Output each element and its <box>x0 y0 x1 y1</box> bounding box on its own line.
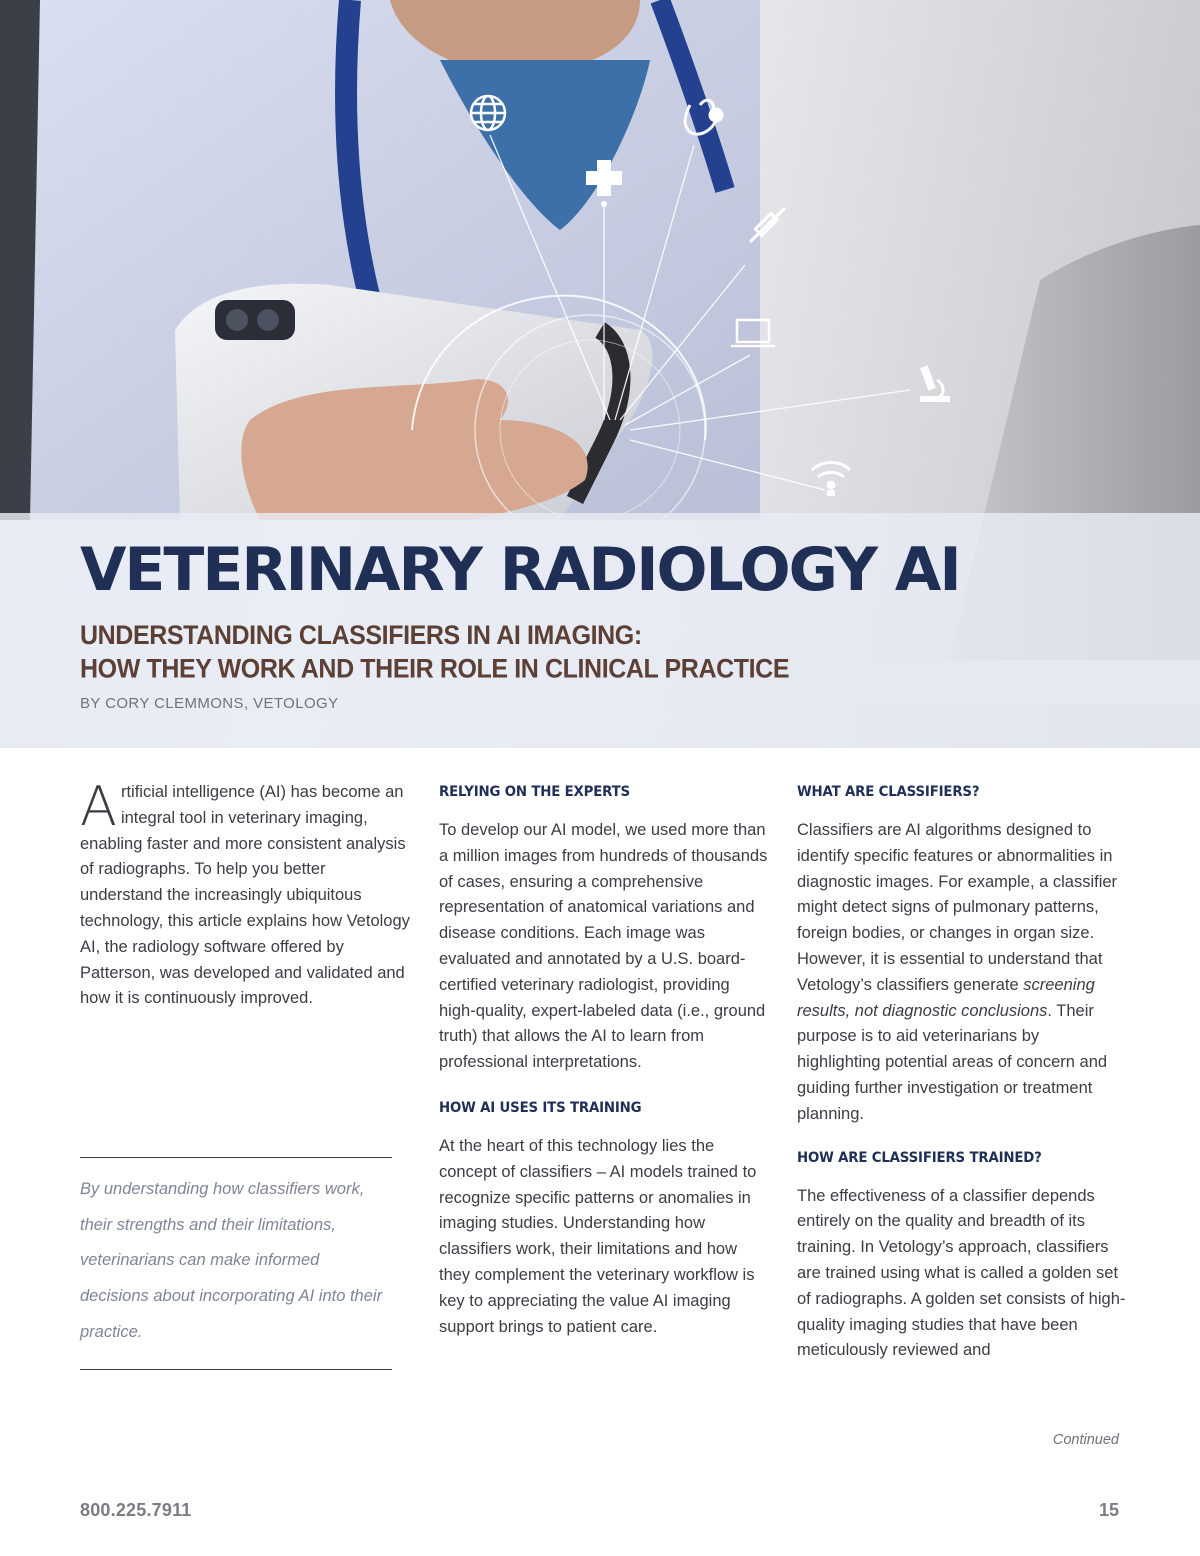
subtitle-line: UNDERSTANDING CLASSIFIERS IN AI IMAGING: <box>80 620 642 651</box>
paragraph-text: . Their purpose is to aid veterinarians by highlighting potential areas of concern and guiding further investigation or treatment planning. <box>797 1001 1108 1123</box>
section-paragraph: At the heart of this technology lies the concept of classifiers – AI models trained to recognize specific patterns or anomalies in imaging studies. Understanding how classifiers work, their limitations and how they complement the veterinary workflow is key to appreciating the value AI imaging support brings to patient care. <box>439 1136 757 1336</box>
section-paragraph: The effectiveness of a classifier depends entirely on the quality and breadth of its training. In Vetology’s approach, classifiers are trained using what is called a golden set of radiographs. A golden set consists of high-quality imaging studies that have been meticulously reviewed and <box>797 1186 1126 1360</box>
section-heading: HOW ARE CLASSIFIERS TRAINED? <box>797 1149 1042 1166</box>
section-heading: HOW AI USES ITS TRAINING <box>439 1099 642 1116</box>
wifi-icon <box>812 463 850 497</box>
column-intro <box>80 775 410 1012</box>
footer-phone: 800.225.7911 <box>80 1500 192 1520</box>
intro-text: rtificial intelligence (AI) has become an integral tool in veterinary imaging, enabling faster and more consistent analysis of radiographs. To help you better understand the increasingly ubiquitous technology, this article explains how Vetology AI, the radiology software offered by Patterson, was developed and validated and how it is continuously improved. <box>80 783 410 1008</box>
paragraph-text: Classifiers are AI algorithms designed to identify specific features or abnormalities in diagnostic images. For example, a classifier might detect signs of pulmonary patterns, foreign bodies, or changes in organ size. However, it is essential to understand that Vetology’s classifiers generate <box>797 821 1118 994</box>
section-heading: WHAT ARE CLASSIFIERS? <box>797 784 980 800</box>
pull-quote <box>80 1157 392 1370</box>
intro-paragraph <box>80 775 410 1012</box>
pull-quote-text: By understanding how classifiers work, their strengths and their limitations, veterinarians can make informed decisions about incorporating AI into their practice. <box>80 1180 383 1341</box>
microscope-icon <box>920 365 950 402</box>
section-heading: RELYING ON THE EXPERTS <box>439 784 630 800</box>
column-right <box>797 780 1127 1364</box>
page-title: VETERINARY RADIOLOGY AI <box>80 535 960 605</box>
byline: BY CORY CLEMMONS, VETOLOGY <box>80 695 339 712</box>
continued-label: Continued <box>1052 1432 1119 1448</box>
subtitle-line: HOW THEY WORK AND THEIR ROLE IN CLINICAL PRACTICE <box>80 653 790 684</box>
emphasis-text: screening results, not diagnostic conclusions <box>797 975 1095 1020</box>
column-middle <box>439 780 769 1340</box>
page-number: 15 <box>1098 1500 1119 1520</box>
hero-image <box>0 0 1200 748</box>
drop-cap: A <box>80 775 117 838</box>
subtitle <box>80 619 789 686</box>
section-paragraph <box>797 818 1127 1128</box>
section-paragraph: To develop our AI model, we used more than a million images from hundreds of thousands of cases, ensuring a comprehensive representation of anatomical variations and disease conditions. Each image was evaluated and annotated by a U.S. board-certified veterinary radiologist, providing high-quality, expert-labeled data (i.e., ground truth) that allows the AI to learn from professional interpretations. <box>439 821 768 1072</box>
